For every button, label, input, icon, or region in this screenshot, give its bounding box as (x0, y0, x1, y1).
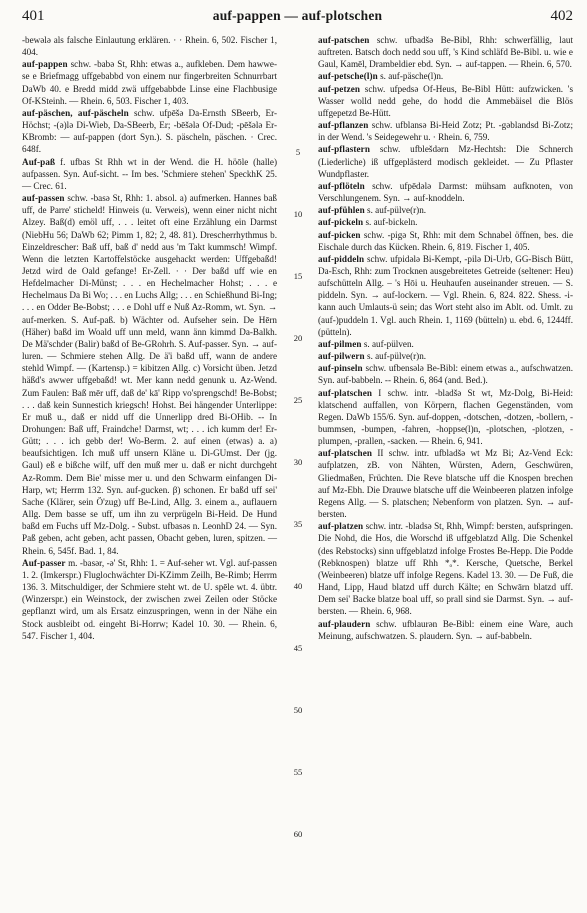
entry-headword: auf-pickeln (318, 217, 364, 228)
dictionary-entry (318, 387, 573, 448)
dictionary-entry (22, 192, 277, 557)
dictionary-entry (318, 34, 573, 70)
entry-headword: Auf-passer (22, 557, 66, 568)
dictionary-entry (318, 119, 573, 143)
dictionary-entry (318, 350, 573, 362)
entry-headword: auf-pilmen (318, 338, 362, 349)
entry-text: s. auf-bickeln. (363, 217, 418, 228)
entry-text: schw. -pigə St, Rhh: mit dem Schnabel öffnen, bes. die Eischale durch das Kücken. Rhein. 6, 819. Fischer 1, 405. (318, 229, 573, 252)
line-number: 30 (293, 457, 303, 467)
dictionary-entry (22, 156, 277, 192)
line-number: 20 (293, 333, 303, 343)
entry-headword: auf-pilwern (318, 351, 365, 362)
entry-headword: auf-platzen (318, 521, 364, 532)
entry-headword: auf-plaudern (318, 618, 371, 629)
entry-headword: auf-platschen (318, 387, 373, 398)
line-number: 10 (293, 209, 303, 219)
dictionary-entry (22, 34, 277, 58)
entry-headword: auf-petzen (318, 83, 361, 94)
entry-text: schw. -babə St, Rhh: etwas a., aufkleben. Dem hawwe-se e Briefmagg uffgebabbd von einem nur fingerbreiten Schnurrbart DaWb 40. e Bredd midd zwä uffgebabbde Linse eine Flachbusige Of-KSteinh. — Rhein. 6, 503. Fischer 1, 403. (22, 59, 277, 106)
entry-headword: auf-pflanzen (318, 120, 369, 131)
entry-text: schw. ufblaurən Be-Bibl: einem eine Ware, auch Meinung, aufschwatzen. S. plaudern. Syn. → auf-babbeln. (318, 618, 573, 641)
dictionary-entry (22, 557, 277, 642)
line-number: 5 (295, 147, 301, 157)
dictionary-entry (318, 70, 573, 82)
page-header (22, 8, 573, 30)
left-column (22, 34, 277, 642)
entry-headword: auf-pfühlen (318, 205, 365, 216)
entry-headword: auf-petsche(l)n (318, 71, 378, 82)
entry-headword: auf-platschen (318, 448, 373, 459)
dictionary-entry (318, 447, 573, 520)
entry-text: s. auf-pülve(r)n. (364, 351, 427, 362)
entry-text: f. ufbas St Rhh wt in der Wend. die H. höōle (halle) aufpassen. Syn. Auf-sicht. -- Im bes. 'Schmiere stehen' SpeckhK 25. — Crec. 61. (22, 156, 277, 191)
dictionary-entry (22, 107, 277, 156)
entry-text: I schw. intr. -bladšə St wt, Mz-Dolg, Bi-Heid: klatschend auffallen, von Körpern, flachen Gegenständen, vom Regen. DaWb 155/6. Syn. auf-doppen, -dotschen, -dotzen, -bollern, -bummsen, -bumpen, -fahren, -hoppse(l)n, -plotschen, -plotzen, -plumpen, -prallen, -sacken. — Rhein. 6, 941. (318, 387, 573, 447)
entry-headword: auf-päschen, auf-päscheln (22, 107, 129, 118)
dictionary-entry (318, 83, 573, 119)
running-head: auf-pappen — auf-plotschen (212, 8, 383, 23)
entry-headword: auf-picken (318, 229, 361, 240)
line-number: 35 (293, 519, 303, 529)
right-column (318, 34, 573, 642)
line-number: 45 (293, 643, 303, 653)
entry-headword: auf-passen (22, 193, 65, 204)
entry-text: schw. intr. -bladsə St, Rhh, Wimpf: bersten, aufspringen. Die Nohd, die Hos, die Worschd iß uffgeblatzd Allg. Die Schenkel (des Rebstocks) sinn uffgeblatzd infolge Frostes Be-Hepp. Die Podde (Rebknospen) blatze uff Rhh *ₒ*. Kersche, Quetsche, Berkel (Weinbeeren) blatze uff infolge Regens. Kadel 13. 30. — De Fuß, die Hand, Lipp, Haud blatzd uff durch Kälte; en Schwārn blatzd uff. Dem sei' Backe blatze boal uff, so prall sind sie Darmst. Syn. → auf-bersten. — Rhein. 6, 968. (318, 521, 573, 617)
entry-headword: Auf-paß (22, 156, 56, 167)
dictionary-entry (318, 204, 573, 216)
entry-text: s. auf-pülve(r)n. (364, 205, 427, 216)
entry-text: II schw. intr. ufbladšə wt Mz Bi; Az-Vend Eck: aufplatzen, zB. von Nähten, Würsten, Adern, Geschwüren, Gliedmaßen, Früchten. Die Reve blatsche uff die Knospen brechen auf Mz-Ebh. Die Drauwe blatsche uff die Weinbeeren platzen infolge Regens Allg. — S. platschen; Nebenform von platzen. Syn. → auf-bersten. (318, 448, 573, 520)
entry-text: m. -basər, -ə' St, Rhh: 1. = Auf-seher wt. Vgl. auf-passen 1. 2. (Imkerspr.) Fluglochwächter Di-KZimm Zeilh, Be-Rimb; Herrm 136. 3. Mitschuldiger, der Schmiere steht wt. de U. spēle wt. 4. übtr. (Winzerspr.) ein Weinstock, der zwischen zwei Zeilen oder Stöcke gepflanzt wird, um als Ersatz einzuspringen, wenn in der Nähe ein Stock ausbleibt od. eingeht Bi-Horrw; Kadel 10. 30. — Rhein. 6, 547. Fischer 1, 404. (22, 557, 277, 641)
dictionary-entry (318, 180, 573, 204)
entry-headword: auf-pappen (22, 59, 68, 70)
dictionary-entry (318, 216, 573, 228)
entry-text: schw. ufpedsə Of-Heus, Be-Bibl Hütt: aufzwicken. 's Wasser wolld nedd gehe, do hodd die Ammebäisel die Blös uffgepetzd Be-Hütt. (318, 83, 573, 118)
entry-text: schw. ufpēšə Da-Ernsth SBeerb, Er-Höchst; -(ə)lə Di-Wieb, Da-SBeerb, Er; -bēšələ Of-Dud; -pēšələ Er-KBromb: — auf-pappen (dort Syn.). S. päscheln, päschen. · Crec. 648f. (22, 107, 278, 155)
dictionary-entry (318, 253, 573, 338)
page-number-right: 402 (550, 8, 573, 24)
dictionary-entry (22, 58, 277, 107)
page-number-left: 401 (22, 8, 45, 24)
entry-text: schw. ufblešdərn Mz-Hechtsh: Die Schnerch (Liederliche) iß uffgeplästerd modisch gekleidet. — Zu Pflaster Wundpflaster. (318, 144, 573, 179)
entry-text: schw. -basə St, Rhh: 1. absol. a) aufmerken. Hannes baß uff, de Parre' sticheld! Hinweis (u. Verweis), wenn einer nicht nicht Alzey. Baß(d) emöl uff, . . . leitet oft eine Erzählung ein Darmst (NiebHu 56; DaWb 62; Pimm 1, 82; 2, 48. 81). Drescherrhythmus b. Einzeldrescher: Baß uff, baß d' nedd aus 'm Takt kummsch! Wimpf. Wenn die letzten Kartoffelstöcke ausgehackt werden: Uffgebaßd! Jetzd wird de Oald gefange! Er-Zell. · · Der baßd uff wie en Hefdelmacher Di-Münst; . . . en Hechelmacher Hohst; . . . e Hechelmaus Da Bi Wo; . . . en Luchs Allg; . . . en Schießhund Bi-Ing; . . . en Odder Be-Bobst; . . . e Dohl uff e Nuß Az-Romm, wt. Syn. → auf-merken. S. Auf-paß. b) Wächter od. Aufseher sein. De Hērn (Häher) baßd im Woald uff unn meld, wann änn kimmd Da-Balkh. De Mä'schder (Balir) baßd of Be-GRohrh. S. Auf-passer. Syn. → auf-luren. — Schmiere stehen Allg. De ä'i baßd uff, wann de andere stehld Wimpf. — (Kartensp.) = kibitzen Allg. c) Vorsicht üben. Jetzd häßd's awwer uffgebaßd! wt. Mer kann nedd genunk u. Az-Wend. Zum Faulen: Baß mēr uff, daß de' kā' Ripp vo'sprengschd! Be-Bobst; . . . daß kein Sunnestich kriegsch! Hohst. Bei hängender Unterlippe: Er muß u., daß er nidd uff die Unnerlipp dred Bi-OHib. -- In Drohungen: Baß uff, Fraindche! Darmst, wt; . . . ich kumm der! Er-Gütt; . . . ich gebb der! Wo-Berm. 2. auf einen (etwas) a. a) beaufsichtigen. Ich muß uff unsern Kläne u. Di-GUmst. Der (jg. Gaul) eß e bißche wilf, uff den muß mer u. daß er nicht durchgeht Az-Romm. Dem Bie' misse mer u. und den Schwarm einfangen Di-Harp, wt; Herrm 132. Syn. auf-gucken. β) schonen. Er baßd uff sei' Sache (Klärer, sein Ö'zug) uff Be-Lind, Allg. 3. einem a., auflauern Allg. Dem basse se uff, um ihn zu verprügeln Bi-Heid. De Hund baßd em Fuchs uff Mz-Dolg. - Subst. ufbasəs n. LeonhD 24. — Syn. Paß geben, acht geben, acht passen, Obacht geben, luren, spitzen. — Rhein. 6, 545f. Bad. 1, 84. (22, 193, 277, 556)
entry-headword: auf-pflöteln (318, 180, 365, 191)
line-number: 40 (293, 581, 303, 591)
line-number: 25 (293, 395, 303, 405)
dictionary-entry (318, 520, 573, 617)
entry-text: s. auf-päsche(l)n. (377, 71, 444, 82)
entry-headword: auf-pinseln (318, 363, 363, 374)
entry-text: schw. ufblansə Bi-Heid Zotz; Pt. -gəblandsd Bi-Zotz; in der Wend. 's Seidegewehr u. · Rhein. 6, 759. (318, 120, 573, 143)
entry-text: -bewələ als falsche Einlautung erklären. · · Rhein. 6, 502. Fischer 1, 404. (22, 35, 277, 58)
entry-text: schw. ufpēdələ Darmst: mühsam aufknoten, von Verschlungenem. Syn. → auf-knoddeln. (318, 180, 573, 204)
dictionary-entry (318, 362, 573, 386)
line-number: 15 (293, 271, 303, 281)
line-number-margin (287, 34, 309, 894)
entry-headword: auf-pflastern (318, 144, 370, 155)
entry-text: s. auf-pülven. (361, 338, 414, 349)
entry-text: schw. ufbensələ Be-Bibl: einem etwas a., aufschwatzen. Syn. auf-babbeln. -- Rhein. 6, 864 (and. Bed.). (318, 363, 573, 386)
line-number: 50 (293, 705, 303, 715)
dictionary-entry (318, 338, 573, 350)
dictionary-entry (318, 618, 573, 642)
line-number: 60 (293, 829, 303, 839)
dictionary-entry (318, 143, 573, 179)
dictionary-entry (318, 229, 573, 253)
entry-text: schw. ufpidələ Bi-Kempt, -pilə Di-Urb, GG-Bisch Bütt, Da-Esch, Rhh: zum Trocknen ausgebreitetes Getreide (seltener: Heu) aufschütteln Allg. – 's Hōi u. Heuhaufen auseinander streuen. — S. piddeln. Syn. → auf-lockern. — Vgl. Rhein. 6, 824. 822. Shess. -i- kann auch Umlauts-ü sein; das Wort steht also im Ablt. od. Umlt. zu (auf-)puddeln 1. Vgl. auch Rhein. 1, 1169 (bütteln) u. ebd. 6, 1244ff. (pütteln). (318, 253, 573, 337)
entry-text: schw. ufbadšə Be-Bibl, Rhh: schwerfällig, laut auftreten. Batsch doch nedd sou uff, 's Kind schläfd Be-Bibl. u. wie e Gaul, Kamēl, Drambeldier ebd. Syn. → auf-tappen. — Rhein. 6, 570. (318, 35, 573, 70)
entry-headword: auf-piddeln (318, 253, 365, 264)
line-number: 55 (293, 767, 303, 777)
entry-headword: auf-patschen (318, 35, 370, 45)
